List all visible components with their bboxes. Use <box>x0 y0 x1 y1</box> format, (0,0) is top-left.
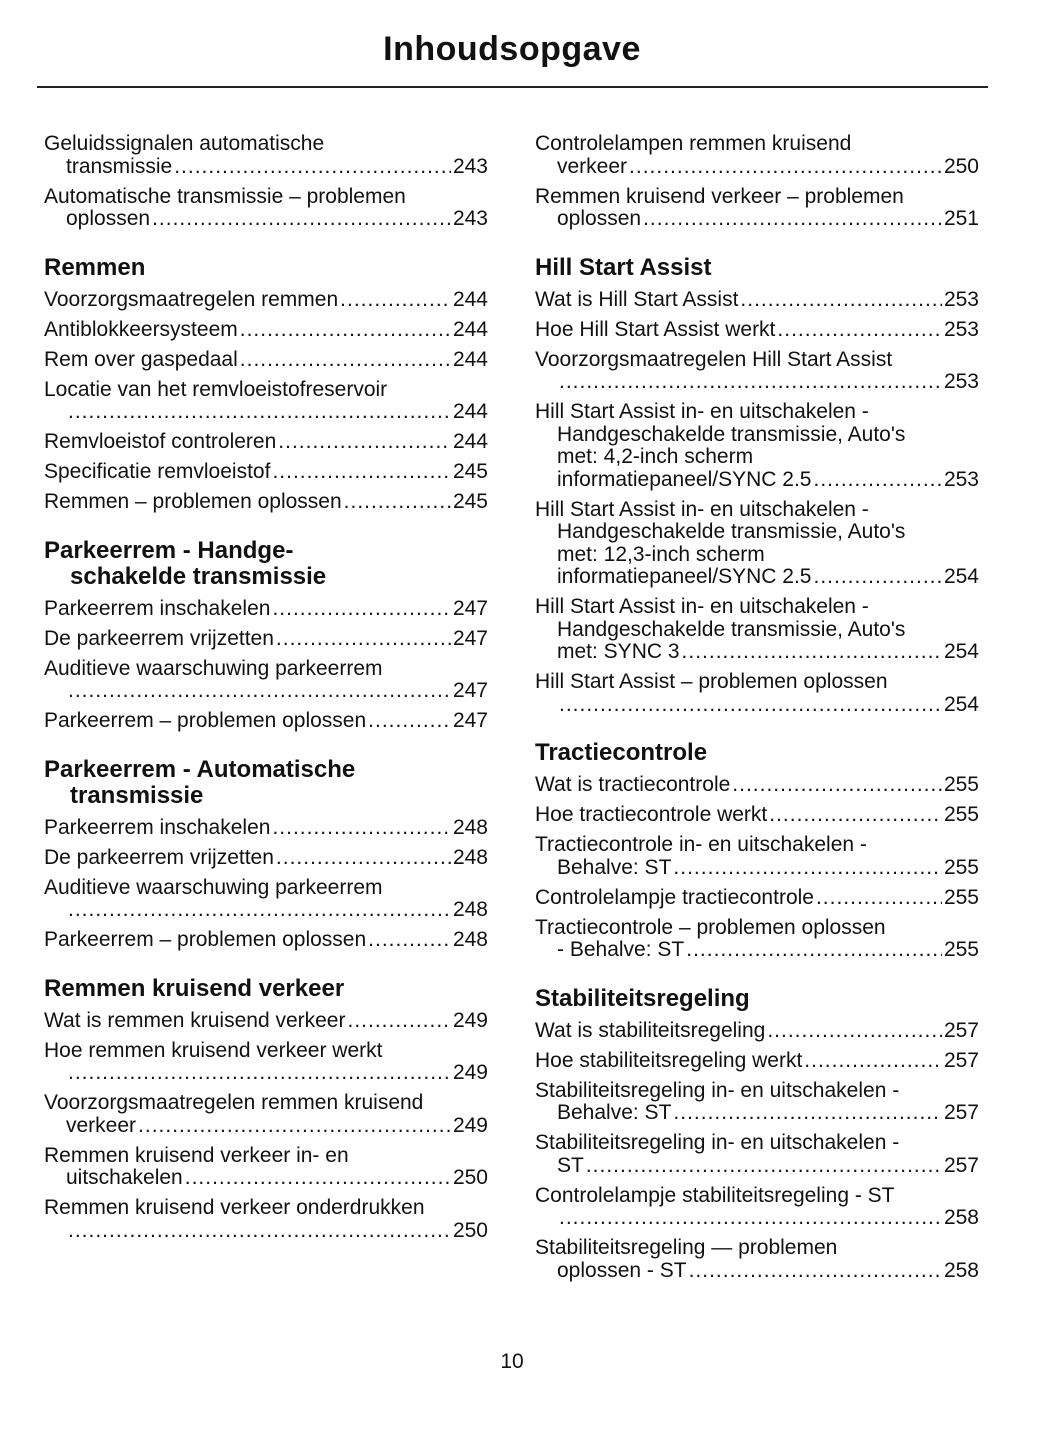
dot-leader <box>767 1020 942 1043</box>
toc-entry-text: Hoe Hill Start Assist werkt <box>535 318 776 341</box>
toc-page-number: 254 <box>943 566 979 588</box>
section-heading <box>44 757 488 809</box>
toc-entry-text: verkeer <box>557 155 628 178</box>
dot-leader <box>643 208 942 231</box>
toc-entry-text: Wat is Hill Start Assist <box>535 288 739 311</box>
toc-page-number: 258 <box>943 1259 979 1282</box>
toc-entry-line <box>535 694 979 717</box>
toc-entry-text: transmissie <box>66 155 173 178</box>
toc-entry[interactable] <box>535 774 979 797</box>
toc-entry-line <box>44 401 488 424</box>
toc-entry-line: Auditieve waarschuwing parkeerrem <box>44 657 383 680</box>
toc-page-number: 247 <box>452 597 488 620</box>
toc-entry-line: Hill Start Assist in- en uitschakelen - <box>535 498 869 521</box>
toc-entry-line: met: 12,3-inch scherm <box>557 543 765 566</box>
toc-entry-line: Remmen kruisend verkeer onderdrukken <box>44 1197 425 1219</box>
toc-entry-line <box>44 1062 488 1085</box>
toc-page-number: 255 <box>943 939 979 961</box>
dot-leader <box>777 319 942 342</box>
toc-page-number: 243 <box>452 208 488 230</box>
toc-page-number: 244 <box>452 318 488 341</box>
toc-entry[interactable] <box>44 1040 488 1085</box>
toc-page-number: 255 <box>943 774 979 796</box>
toc-entry[interactable] <box>535 1185 979 1230</box>
toc-section <box>535 255 979 717</box>
toc-entry[interactable] <box>535 186 979 231</box>
section-heading <box>44 976 488 1002</box>
toc-entry-line <box>44 461 488 484</box>
dot-leader <box>769 804 942 827</box>
toc-entry[interactable] <box>535 133 979 178</box>
dot-leader <box>68 1220 451 1243</box>
dot-leader <box>240 349 451 372</box>
toc-page-number: 248 <box>452 929 488 951</box>
toc-entry[interactable] <box>535 1132 979 1177</box>
toc-entry-text: Parkeerrem inschakelen <box>44 816 271 839</box>
dot-leader <box>813 469 941 492</box>
toc-entry-line <box>44 431 488 454</box>
dot-leader <box>559 371 942 394</box>
toc-entry[interactable] <box>44 379 488 424</box>
toc-page-number: 253 <box>943 468 979 491</box>
toc-page-number: 255 <box>943 804 979 826</box>
toc-entry-line <box>535 371 979 394</box>
toc-entry-line <box>44 319 488 342</box>
toc-entry-text: Parkeerrem inschakelen <box>44 597 271 620</box>
toc-entry-line: Controlelampje stabiliteitsregeling - ST <box>535 1184 895 1207</box>
toc-page-number: 257 <box>943 1019 979 1042</box>
dot-leader <box>559 1207 942 1230</box>
toc-entry-line <box>535 566 979 589</box>
toc-entry-line <box>535 1050 979 1073</box>
toc-entry[interactable] <box>44 658 488 703</box>
toc-entry-line <box>535 208 979 231</box>
toc-entry-line <box>535 1020 979 1043</box>
toc-entry[interactable] <box>44 186 488 231</box>
section-heading <box>535 986 979 1012</box>
toc-page-number: 258 <box>943 1207 979 1229</box>
toc-entry-line: Locatie van het remvloeistofreservoir <box>44 378 388 401</box>
toc-entry[interactable] <box>535 834 979 879</box>
toc-entry[interactable] <box>44 133 488 178</box>
toc-entry-text: met: SYNC 3 <box>557 641 680 663</box>
section-heading-line: Remmen <box>44 253 146 281</box>
dot-leader <box>68 680 451 703</box>
toc-entry-text: uitschakelen <box>66 1167 183 1189</box>
dot-leader <box>689 1260 942 1283</box>
dot-leader <box>347 1010 450 1033</box>
toc-entry-line <box>535 804 979 827</box>
toc-entry-line <box>44 1220 488 1243</box>
toc-entry[interactable] <box>535 499 979 589</box>
toc-section <box>44 255 488 514</box>
toc-entry-text: Parkeerrem – problemen oplossen <box>44 929 367 951</box>
toc-page-number: 254 <box>943 693 979 716</box>
toc-entry[interactable] <box>44 628 488 651</box>
toc-page-number: 257 <box>943 1102 979 1124</box>
toc-entry-text: Behalve: ST <box>557 856 672 879</box>
dot-leader <box>682 641 942 664</box>
dot-leader <box>732 774 942 797</box>
toc-entry-text: Remvloeistof controleren <box>44 431 277 453</box>
section-heading-line: Remmen kruisend verkeer <box>44 974 345 1002</box>
toc-entry-line <box>44 628 488 651</box>
dot-leader <box>673 857 942 880</box>
toc-entry-line <box>44 156 488 179</box>
toc-entry-text: oplossen <box>66 208 151 230</box>
toc-entry-line: Remmen kruisend verkeer in- en <box>44 1144 349 1167</box>
toc-page-number: 249 <box>452 1009 488 1032</box>
toc-page-number: 253 <box>943 371 979 393</box>
toc-entry-line: Stabiliteitsregeling — problemen <box>535 1237 838 1259</box>
toc-entry-text: Parkeerrem – problemen oplossen <box>44 710 367 732</box>
toc-page-number: 245 <box>452 461 488 483</box>
toc-entry-line <box>535 774 979 797</box>
toc-entry[interactable] <box>44 847 488 870</box>
toc-entry-text: Wat is remmen kruisend verkeer <box>44 1009 346 1032</box>
toc-entry-line <box>44 899 488 922</box>
toc-section <box>44 538 488 733</box>
toc-entry[interactable] <box>44 929 488 952</box>
toc-page-number: 251 <box>943 208 979 230</box>
dot-leader <box>240 319 451 342</box>
toc-entry-text: Hoe stabiliteitsregeling werkt <box>535 1049 803 1072</box>
toc-entry[interactable] <box>44 817 488 840</box>
toc-entry[interactable] <box>535 349 979 394</box>
toc-page-number: 244 <box>452 431 488 453</box>
toc-entry-line <box>44 680 488 703</box>
dot-leader <box>586 1155 942 1178</box>
toc-entry-text: Antiblokkeersysteem <box>44 318 238 341</box>
toc-entry-text: De parkeerrem vrijzetten <box>44 846 274 869</box>
toc-entry-line: Handgeschakelde transmissie, Auto's <box>557 618 906 641</box>
dot-leader <box>276 847 451 870</box>
toc-entry[interactable] <box>535 1050 979 1073</box>
toc-entry-line <box>44 349 488 372</box>
toc-entry-text: Rem over gaspedaal <box>44 348 238 371</box>
toc-entry[interactable] <box>535 401 979 491</box>
toc-entry-line <box>535 939 979 962</box>
toc-entry[interactable] <box>44 491 488 514</box>
toc-entry-text: Behalve: ST <box>557 1102 672 1124</box>
toc-entry[interactable] <box>535 917 979 962</box>
toc-entry[interactable] <box>44 598 488 621</box>
toc-entry-line: Stabiliteitsregeling in- en uitschakelen - <box>535 1079 900 1102</box>
title-divider <box>37 86 988 88</box>
toc-entry-line <box>535 156 979 179</box>
toc-entry[interactable] <box>44 1092 488 1137</box>
dot-leader <box>276 628 451 651</box>
toc-entry-text: Specificatie remvloeistof <box>44 461 271 483</box>
toc-column-left <box>44 133 488 1266</box>
toc-entry-line: Tractiecontrole in- en uitschakelen - <box>535 834 867 856</box>
dot-leader <box>174 156 451 179</box>
toc-entry-line: Handgeschakelde transmissie, Auto's <box>557 423 906 446</box>
dot-leader <box>138 1115 451 1138</box>
dot-leader <box>344 491 451 514</box>
toc-entry-text: - Behalve: ST <box>557 939 685 961</box>
dot-leader <box>68 1062 451 1085</box>
toc-entry-line: Stabiliteitsregeling in- en uitschakelen - <box>535 1132 900 1154</box>
dot-leader <box>368 929 451 952</box>
dot-leader <box>629 156 942 179</box>
dot-leader <box>686 939 942 962</box>
toc-page-number: 247 <box>452 710 488 732</box>
toc-entry-line <box>535 887 979 910</box>
toc-page-number: 253 <box>943 318 979 341</box>
toc-page-number: 253 <box>943 288 979 311</box>
toc-entry-line: Hoe remmen kruisend verkeer werkt <box>44 1039 383 1062</box>
toc-section <box>535 986 979 1283</box>
toc-page-number: 254 <box>943 641 979 663</box>
dot-leader <box>68 401 451 424</box>
toc-page-number: 243 <box>452 155 488 178</box>
toc-entry-line: Voorzorgsmaatregelen Hill Start Assist <box>535 348 893 371</box>
toc-entry[interactable] <box>44 1145 488 1190</box>
toc-entry-text: Wat is stabiliteitsregeling <box>535 1019 766 1042</box>
toc-page-number: 244 <box>452 401 488 423</box>
toc-entry-text: Hoe tractiecontrole werkt <box>535 804 768 826</box>
toc-entry-line <box>535 641 979 664</box>
toc-page-number: 257 <box>943 1154 979 1177</box>
toc-entry-line: Tractiecontrole – problemen oplossen <box>535 916 886 939</box>
toc-entry-line <box>535 1260 979 1283</box>
toc-column-right <box>535 133 979 1306</box>
toc-page-number: 250 <box>452 1167 488 1189</box>
toc-page-number: 244 <box>452 288 488 311</box>
toc-entry-line: Remmen kruisend verkeer – problemen <box>535 185 904 208</box>
toc-page-number: 255 <box>943 856 979 879</box>
toc-entry-line: Hill Start Assist in- en uitschakelen - <box>535 401 869 423</box>
toc-page-number: 245 <box>452 491 488 513</box>
toc-entry-line <box>44 1115 488 1138</box>
dot-leader <box>673 1102 942 1125</box>
toc-entry[interactable] <box>44 349 488 372</box>
toc-entry-line <box>44 289 488 312</box>
toc-entry-line <box>44 208 488 231</box>
toc-entry-text: Remmen – problemen oplossen <box>44 491 342 513</box>
toc-entry[interactable] <box>535 671 979 716</box>
dot-leader <box>272 461 451 484</box>
toc-entry-text: verkeer <box>66 1114 137 1137</box>
dot-leader <box>152 208 451 231</box>
toc-page-number: 250 <box>943 155 979 178</box>
toc-entry-text: informatiepaneel/SYNC 2.5 <box>557 566 812 588</box>
toc-entry-line <box>44 817 488 840</box>
toc-entry[interactable] <box>535 319 979 342</box>
toc-entry[interactable] <box>535 887 979 910</box>
section-heading-line: schakelde transmissie <box>70 562 327 590</box>
toc-entry-line: Voorzorgsmaatregelen remmen kruisend <box>44 1092 424 1114</box>
toc-entry[interactable] <box>535 289 979 312</box>
toc-entry-text: oplossen - ST <box>557 1259 687 1282</box>
toc-entry[interactable] <box>44 431 488 454</box>
toc-page-number: 248 <box>452 816 488 839</box>
toc-entry-line: Hill Start Assist in- en uitschakelen - <box>535 596 869 618</box>
dot-leader <box>559 694 942 717</box>
toc-entry[interactable] <box>535 1020 979 1043</box>
toc-entry-line: met: 4,2-inch scherm <box>557 446 754 468</box>
dot-leader <box>368 710 451 733</box>
dot-leader <box>272 817 451 840</box>
dot-leader <box>804 1050 942 1073</box>
toc-entry-line <box>44 929 488 952</box>
toc-entry-line <box>44 1167 488 1190</box>
toc-section <box>44 757 488 952</box>
toc-entry[interactable] <box>44 710 488 733</box>
toc-page-number: 248 <box>452 899 488 921</box>
toc-entry-line <box>535 319 979 342</box>
toc-entry-line: Geluidssignalen automatische <box>44 133 325 155</box>
toc-entry-text: ST <box>557 1154 584 1177</box>
toc-entry-text: Voorzorgsmaatregelen remmen <box>44 288 339 311</box>
toc-page-number: 250 <box>452 1219 488 1242</box>
toc-page-number: 249 <box>452 1114 488 1137</box>
toc-entry[interactable] <box>44 877 488 922</box>
toc-entry-line <box>535 1155 979 1178</box>
toc-entry[interactable] <box>535 1237 979 1282</box>
section-heading <box>44 538 488 590</box>
toc-entry-line <box>535 1207 979 1230</box>
section-heading-line: transmissie <box>70 781 204 809</box>
toc-entry-line: Auditieve waarschuwing parkeerrem <box>44 876 383 899</box>
dot-leader <box>68 899 451 922</box>
dot-leader <box>740 289 942 312</box>
toc-entry-line <box>44 598 488 621</box>
toc-entry-text: informatiepaneel/SYNC 2.5 <box>557 468 812 491</box>
toc-page-number: 247 <box>452 627 488 650</box>
toc-entry[interactable] <box>44 289 488 312</box>
toc-page-number: 257 <box>943 1049 979 1072</box>
toc-entry[interactable] <box>44 1197 488 1242</box>
toc-page-number: 244 <box>452 348 488 371</box>
toc-entry-text: Controlelampje tractiecontrole <box>535 886 814 909</box>
toc-section <box>44 133 488 231</box>
section-heading-line: Stabiliteitsregeling <box>535 984 750 1012</box>
toc-entry-line: Handgeschakelde transmissie, Auto's <box>557 521 906 543</box>
toc-entry-line: Controlelampen remmen kruisend <box>535 133 852 155</box>
toc-entry[interactable] <box>44 319 488 342</box>
section-heading-line: Hill Start Assist <box>535 253 712 281</box>
toc-section <box>535 133 979 231</box>
toc-entry-line <box>535 1102 979 1125</box>
toc-entry[interactable] <box>44 1010 488 1033</box>
toc-page-number: 249 <box>452 1062 488 1084</box>
dot-leader <box>278 431 451 454</box>
dot-leader <box>816 887 942 910</box>
toc-entry-text: De parkeerrem vrijzetten <box>44 627 274 650</box>
toc-entry[interactable] <box>535 596 979 664</box>
dot-leader <box>272 598 451 621</box>
page-title: Inhoudsopgave <box>383 30 641 68</box>
section-heading <box>44 255 488 281</box>
toc-page-number: 248 <box>452 846 488 869</box>
toc-entry-line <box>44 847 488 870</box>
toc-entry[interactable] <box>535 1080 979 1125</box>
toc-page-number: 247 <box>452 680 488 702</box>
section-heading <box>535 740 979 766</box>
section-heading-line: Parkeerrem - Handge- <box>44 536 294 564</box>
section-heading-line: Parkeerrem - Automatische <box>44 755 356 783</box>
toc-section <box>535 740 979 962</box>
dot-leader <box>340 289 451 312</box>
toc-entry-line <box>535 857 979 880</box>
toc-entry-line <box>44 491 488 514</box>
page-number: 10 <box>500 1350 524 1373</box>
toc-page-number: 255 <box>943 886 979 909</box>
section-heading-line: Tractiecontrole <box>535 739 708 766</box>
dot-leader <box>813 566 941 589</box>
toc-entry-line <box>535 469 979 492</box>
toc-entry-line <box>535 289 979 312</box>
toc-entry-line <box>44 1010 488 1033</box>
dot-leader <box>185 1167 451 1190</box>
toc-entry[interactable] <box>535 804 979 827</box>
toc-entry-line <box>44 710 488 733</box>
toc-entry[interactable] <box>44 461 488 484</box>
toc-entry-text: oplossen <box>557 208 642 230</box>
toc-entry-line: Hill Start Assist – problemen oplossen <box>535 671 888 693</box>
toc-section <box>44 976 488 1243</box>
toc-entry-line: Automatische transmissie – problemen <box>44 185 406 208</box>
section-heading <box>535 255 979 281</box>
toc-entry-text: Wat is tractiecontrole <box>535 774 731 796</box>
